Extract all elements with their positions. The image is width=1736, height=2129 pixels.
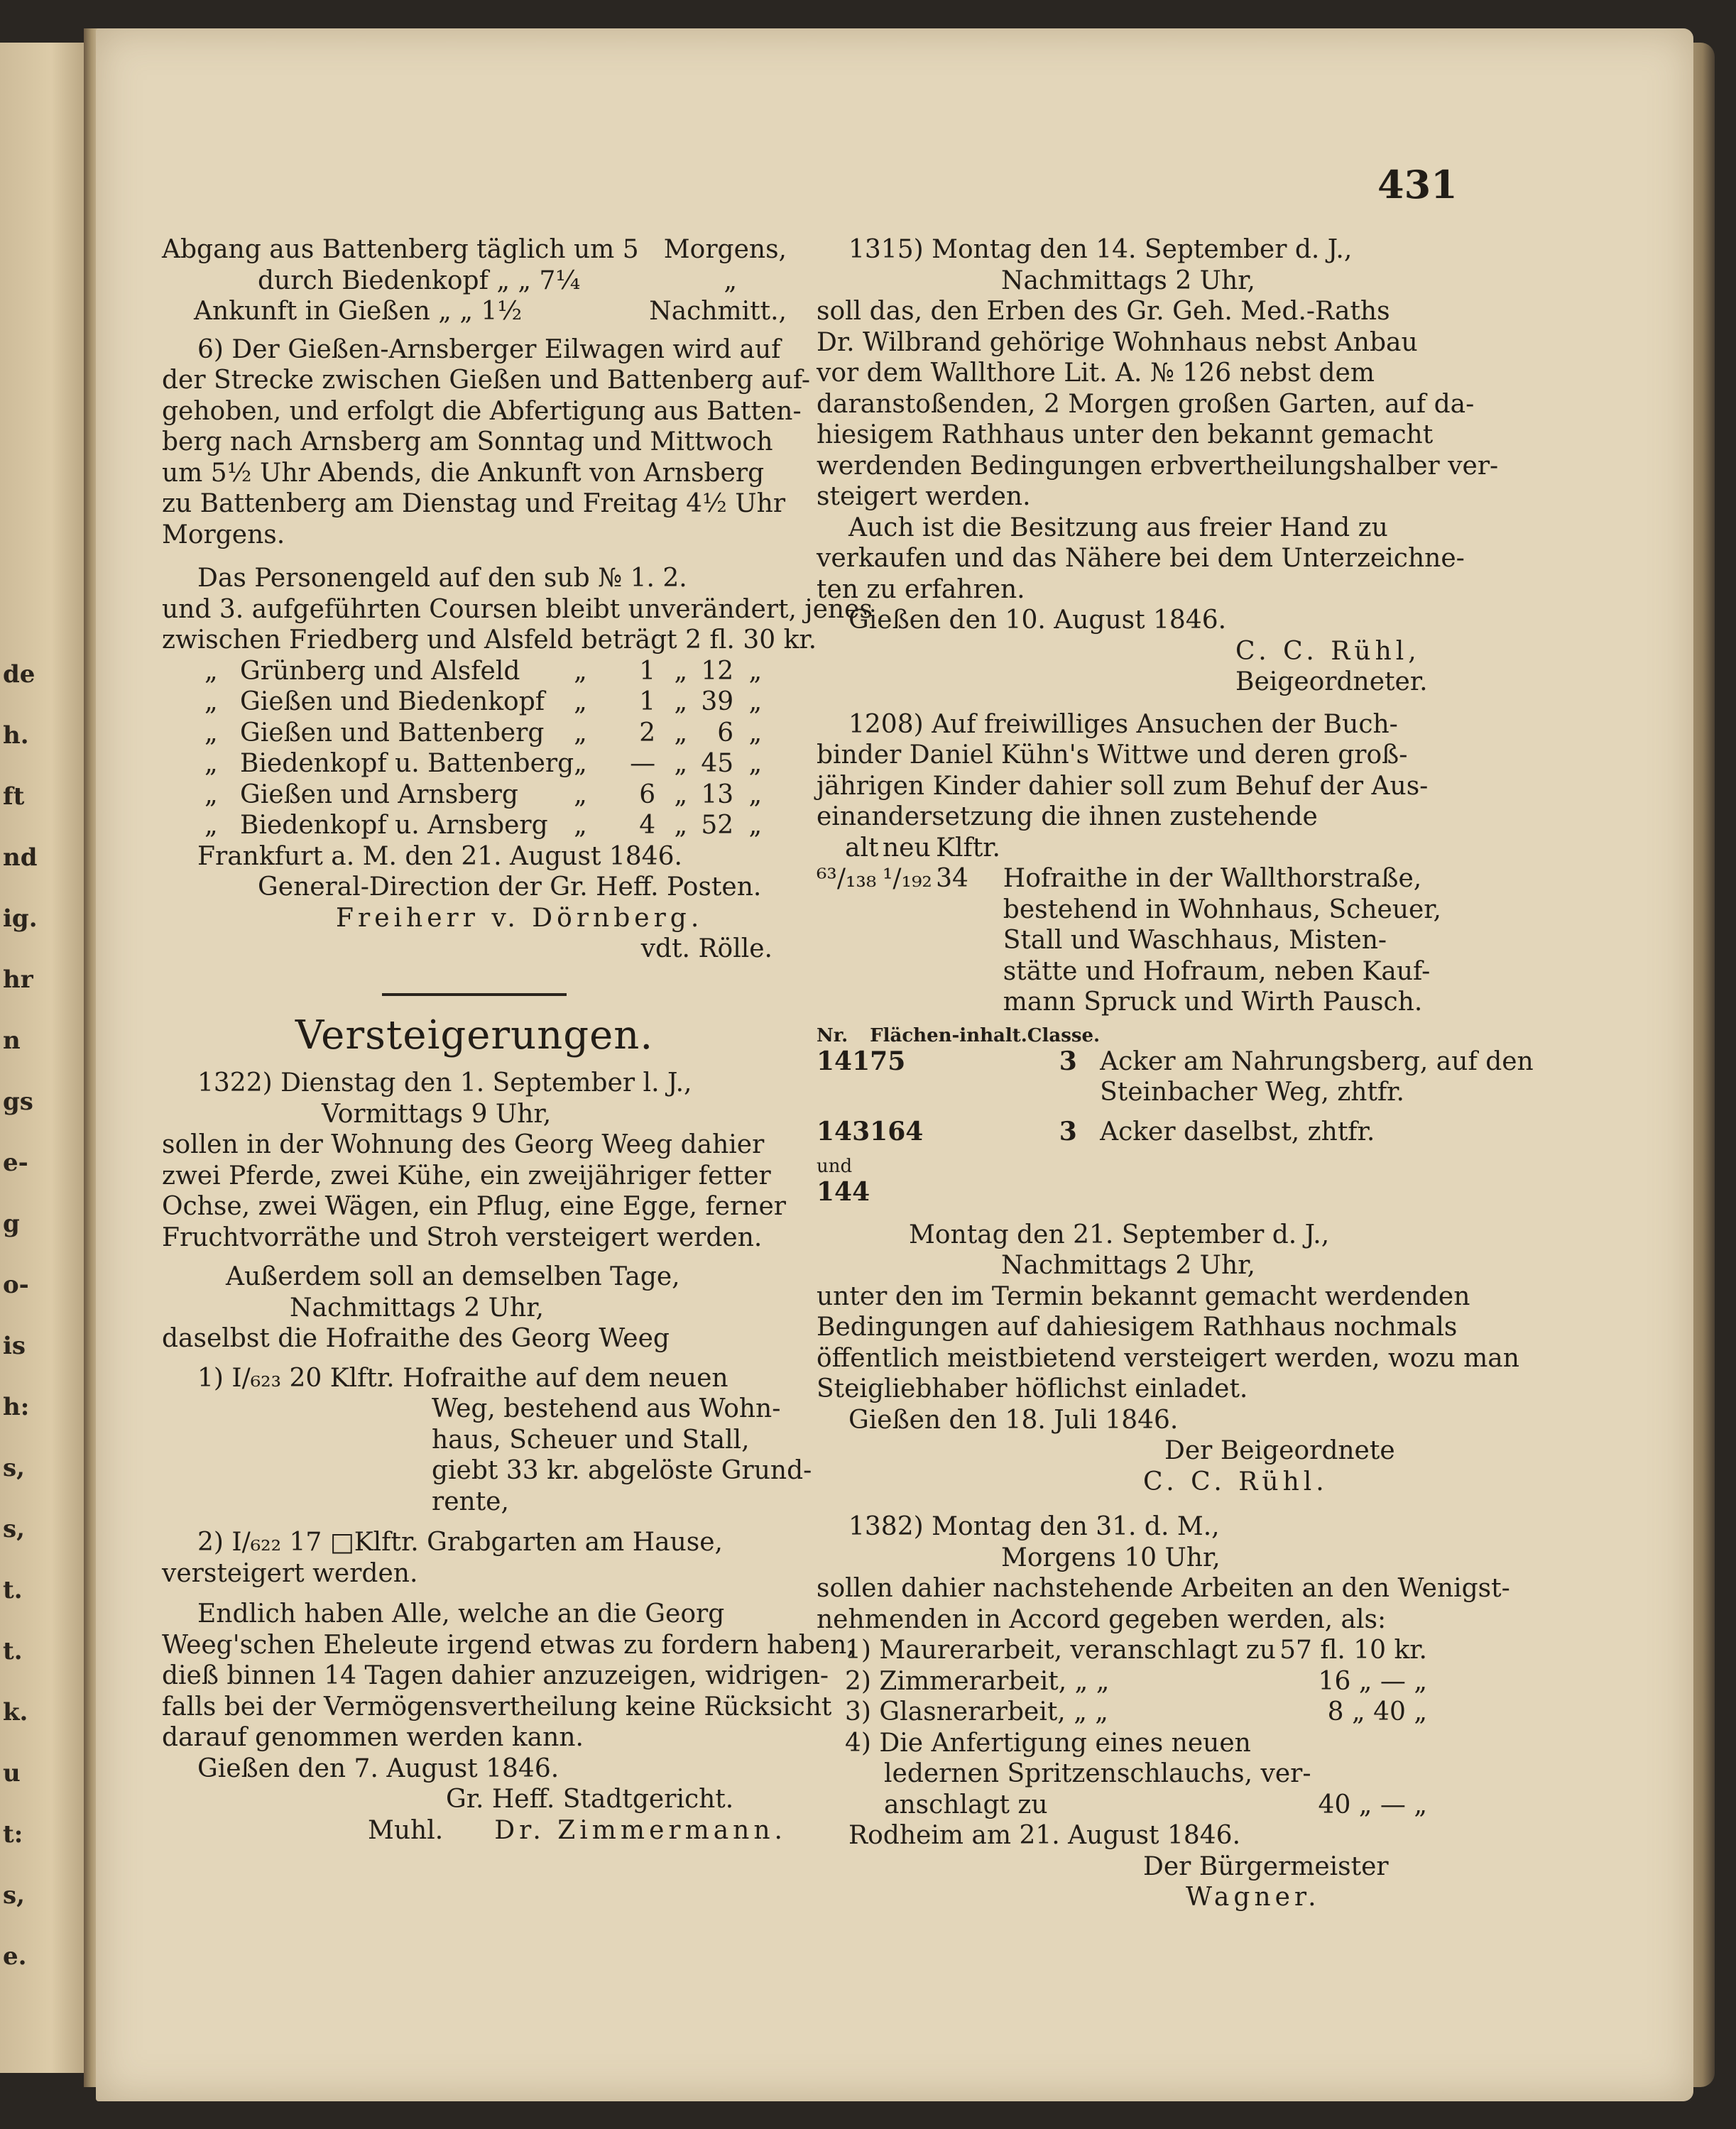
notice-line: 1315) Montag den 14. September d. J., [848,235,1353,264]
parcel-desc [1100,1117,1534,1148]
item-line: 2) I/₆₂₂ 17 □Klftr. Grabgarten am Hause, [197,1528,723,1557]
fare-cell: Biedenkopf u. Battenberg [240,749,574,778]
paragraph-line: Morgens. [162,520,285,549]
parcel-144: 144 [817,1177,870,1207]
parcel-header-cell: Classe. [1027,1024,1101,1046]
notice-line: Fruchtvorräthe und Stroh versteigert werden. [162,1222,763,1252]
fare-intro [162,563,873,656]
fare-cell: 1 [639,687,656,716]
notice-line: Bedingungen auf dahiesigem Rathhaus nochmals [817,1313,1458,1342]
notice-1315 [817,234,1499,636]
fare-row [204,686,762,718]
fare-intro-line: Das Personengeld auf den sub № 1. 2. [197,564,687,593]
item-1 [162,1363,812,1518]
timetable-cell: Nachmitt., [649,297,787,326]
margin-fragment: o- [3,1271,29,1299]
work-4 [817,1728,1441,1821]
parcel-desc-line: Steinbacher Weg, zhtfr. [1100,1078,1404,1107]
margin-fragment: is [3,1332,26,1360]
fare-cell: „ [574,656,587,686]
vdt-signature: vdt. Rölle. [640,934,773,963]
notice-line: Dr. Wilbrand gehörige Wohnhaus nebst Anbau [817,327,1418,357]
giessen-date: Gießen den 7. August 1846. [197,1753,559,1783]
buergermeister: Der Bürgermeister [1143,1851,1389,1881]
page-number: 431 [1377,162,1458,207]
notice-line: Vormittags 9 Uhr, [322,1099,552,1129]
parcel-header-row [817,1025,1534,1046]
ruehl-1: C. C. Rühl, [1235,636,1421,666]
parcel-header-cell: Nr. [817,1024,848,1046]
notice-line: verkaufen und das Nähere bei dem Unterzeichne- [817,544,1465,573]
margin-fragment: hr [3,965,33,994]
work-cell: 1) Maurerarbeit, veranschlagt zu [845,1636,1276,1665]
right-column [817,234,1534,1913]
fare-row [204,779,762,811]
margin-fragment: u [3,1759,21,1788]
fare-cell: „ [204,656,218,686]
notice-line: hiesigem Rathhaus unter den bekannt gemacht [817,420,1434,449]
fare-cell: „ [574,687,587,716]
freiherr: Freiherr v. Dörnberg. [336,903,704,933]
paragraph-6 [162,334,811,551]
margin-fragment: gs [3,1088,33,1116]
work-4-line: anschlagt zu [884,1790,1048,1819]
wagner: Wagner. [1186,1883,1321,1912]
fare-cell: „ [748,718,763,748]
notice-1322 [162,1068,787,1253]
fare-cell: 52 [701,811,734,840]
fare-cell: „ [204,687,218,716]
work-row [817,1635,1441,1666]
timetable-row [162,234,787,266]
notice-line: daranstoßenden, 2 Morgen großen Garten, auf da- [817,389,1475,419]
parcel-cell: 75 [870,1046,906,1076]
fare-cell: „ [574,718,587,748]
margin-fragment: ft [3,782,25,811]
fare-cell: „ [674,749,688,778]
col-neu: neu [883,833,931,863]
fare-cell: „ [748,811,763,840]
margin-fragment: t. [3,1637,23,1665]
item-line: haus, Scheuer und Stall, [432,1425,750,1455]
notice-line: Weeg'schen Eheleute irgend etwas zu fordern haben, [162,1630,855,1660]
parcel-cell: 164 [870,1116,924,1146]
notice-line: Nachmittags 2 Uhr, [1001,266,1255,295]
item-line: rente, [432,1487,509,1516]
margin-fragment: n [3,1027,21,1055]
notice-line: Endlich haben Alle, welche an die Georg [197,1599,725,1629]
fare-cell: „ [204,718,218,748]
work-cell: 57 fl. 10 kr. [1279,1636,1427,1665]
parcel-desc-line: mann Spruck und Wirth Pausch. [1003,987,1423,1017]
parcel-klftr: 34 [936,864,968,893]
notice-line: ten zu erfahren. [817,574,1025,604]
paragraph-line: zu Battenberg am Dienstag und Freitag 4½ Uhr [162,489,786,518]
fare-cell: „ [674,656,688,686]
notice-line: daselbst die Hofraithe des Georg Weeg [162,1324,670,1353]
item-line: Weg, bestehend aus Wohn- [432,1394,781,1423]
work-4-line: ledernen Spritzenschlauchs, ver- [884,1759,1311,1788]
timetable-cell: durch Biedenkopf „ „ 7¼ [258,266,581,295]
notice-line: Ochse, zwei Wägen, ein Pflug, eine Egge, ferner [162,1192,786,1221]
notice-line: sollen dahier nachstehende Arbeiten an den Wenigst- [817,1574,1510,1603]
parcel-neu: ¹/₁₉₂ [883,864,932,893]
fare-cell: „ [674,687,688,716]
fare-cell: Gießen und Battenberg [240,718,545,748]
fare-table [204,656,762,841]
notice-ausserdem [162,1261,787,1354]
margin-fragment: nd [3,843,38,872]
margin-fragment: h: [3,1393,30,1421]
paragraph-line: berg nach Arnsberg am Sonntag und Mittwoch [162,427,773,456]
col-alt: alt [845,833,879,863]
parcel-alt: ⁶³/₁₃₈ [817,864,877,893]
fare-cell: „ [674,811,688,840]
fare-cell: „ [574,779,587,809]
notice-line: werdenden Bedingungen erbvertheilungshalber ver- [817,451,1499,481]
notice-line: Außerdem soll an demselben Tage, [226,1262,680,1291]
fare-cell: 6 [717,718,734,748]
margin-fragment: e. [3,1942,27,1971]
work-cell: 8 „ 40 „ [1327,1697,1427,1726]
notice-line: soll das, den Erben des Gr. Geh. Med.-Raths [817,297,1390,326]
giessen-18: Gießen den 18. Juli 1846. [848,1405,1179,1435]
signatures [162,1815,787,1846]
margin-fragment: e- [3,1149,28,1177]
work-4-text [817,1728,1317,1821]
fare-row [204,810,762,841]
parcel-desc-line: Stall und Waschhaus, Misten- [1003,926,1387,955]
fare-cell: „ [674,779,688,809]
work-cell: 3) Glasnerarbeit, „ „ [845,1697,1108,1726]
section-rule [382,993,567,996]
notice-1382 [817,1511,1510,1635]
margin-fragment: ig. [3,904,38,933]
timetable [162,234,787,327]
parcel-cell: 3 [1059,1116,1077,1146]
notice-unter [817,1281,1519,1405]
parcel-row [817,1046,1534,1108]
fare-cell: „ [574,811,587,840]
margin-fragment: k. [3,1698,28,1726]
der-beigeordnete: Der Beigeordnete [1164,1436,1395,1465]
work-row [817,1666,1441,1697]
stadtgericht: Gr. Heff. Stadtgericht. [446,1785,734,1814]
notice-line: einandersetzung die ihnen zustehende [817,802,1318,831]
margin-fragment: s, [3,1515,25,1543]
parcel-desc-line: Acker am Nahrungsberg, auf den [1100,1046,1534,1076]
margin-fragment: s, [3,1454,25,1482]
notice-line: falls bei der Vermögensvertheilung keine Rücksicht [162,1692,832,1722]
timetable-cell: „ [724,266,737,295]
notice-1208 [817,709,1441,833]
parcel-desc [1100,1046,1534,1108]
sig-muhl: Muhl. [368,1815,444,1845]
item-line: 1) I/₆₂₃ 20 Klftr. Hofraithe auf dem neuen [197,1363,728,1393]
notice-line: vor dem Wallthore Lit. A. № 126 nebst dem [817,359,1375,388]
fare-cell: „ [204,749,218,778]
item-2 [162,1527,787,1589]
work-cell: 2) Zimmerarbeit, „ „ [845,1666,1110,1696]
fare-cell: Gießen und Arnsberg [240,779,518,809]
parcel-desc [1003,863,1441,1018]
margin-fragment: g [3,1210,20,1238]
und-label: und [817,1156,853,1177]
notice-line: Nachmittags 2 Uhr, [290,1293,544,1323]
fare-cell: 2 [639,718,656,748]
notice-line: Gießen den 10. August 1846. [848,606,1227,635]
work-row [817,1697,1441,1728]
fare-cell: Biedenkopf u. Arnsberg [240,811,548,840]
fare-cell: Gießen und Biedenkopf [240,687,545,716]
notice-line: Montag den 21. September d. J., [909,1220,1330,1249]
parcel-table-2 [817,1025,1534,1208]
fare-cell: „ [204,811,218,840]
timetable-cell: Ankunft in Gießen „ „ 1½ [194,297,523,326]
paragraph-line: der Strecke zwischen Gießen und Battenberg auf- [162,366,811,395]
notice-line: jährigen Kinder dahier soll zum Behuf der Aus- [817,771,1429,801]
fare-intro-line: und 3. aufgeführten Coursen bleibt unverändert, jenes [162,594,873,624]
sig-zimmermann: Dr. Zimmermann. [494,1815,787,1845]
parcel-table-1 [817,833,1441,1018]
fare-cell: Grünberg und Alsfeld [240,656,520,686]
fare-cell: „ [748,656,763,686]
notice-montag-21 [817,1220,1441,1281]
fare-cell: „ [574,749,587,778]
notice-line: binder Daniel Kühn's Wittwe und deren groß- [817,740,1408,770]
fare-cell: „ [204,779,218,809]
item-line: giebt 33 kr. abgelöste Grund- [432,1456,812,1485]
fare-cell: 6 [639,779,656,809]
timetable-cell: Abgang aus Battenberg täglich um 5 [162,235,639,264]
fare-cell: „ [748,749,763,778]
parcel-cell: 3 [1059,1046,1077,1076]
notice-line: nehmenden in Accord gegeben werden, als: [817,1604,1387,1634]
notice-line: Auch ist die Besitzung aus freier Hand zu [848,513,1388,542]
frankfurt-date: Frankfurt a. M. den 21. August 1846. [197,841,682,871]
notice-line: Steigliebhaber höflichst einladet. [817,1374,1248,1403]
margin-fragment: s, [3,1881,25,1910]
notice-line: öffentlich meistbietend versteigert werden, wozu man [817,1343,1519,1373]
notice-line: dieß binnen 14 Tagen dahier anzuzeigen, widrigen- [162,1661,829,1690]
notice-line: Nachmittags 2 Uhr, [1001,1251,1255,1280]
fare-cell: 1 [639,656,656,686]
fare-cell: 12 [701,656,734,686]
fare-cell: „ [674,718,688,748]
fare-cell: „ [748,779,763,809]
fare-row [204,718,762,749]
notice-line: darauf genommen werden kann. [162,1723,584,1752]
work-cell: 16 „ — „ [1318,1666,1427,1696]
timetable-cell: Morgens, [663,235,787,264]
parcel-desc-line: Hofraithe in der Wallthorstraße, [1003,864,1422,893]
margin-fragment: h. [3,721,29,750]
notice-line: steigert werden. [817,482,1031,511]
paragraph-line: 6) Der Gießen-Arnsberger Eilwagen wird auf [197,334,781,364]
paragraph-line: um 5½ Uhr Abends, die Ankunft von Arnsberg [162,458,765,488]
fare-cell: „ [748,687,763,716]
notice-line: unter den im Termin bekannt gemacht werdenden [817,1281,1470,1311]
margin-fragment: t: [3,1820,23,1849]
col-klftr: Klftr. [936,833,1000,863]
margin-fragment: de [3,660,36,689]
margin-fragment: t. [3,1576,23,1604]
parcel-header-cell: Flächen-inhalt. [870,1024,1027,1046]
fare-cell: 4 [639,811,656,840]
parcel-desc-line: stätte und Hofraum, neben Kauf- [1003,956,1431,986]
works-list [817,1635,1441,1728]
notice-line: 1322) Dienstag den 1. September l. J., [197,1068,692,1098]
work-4-amount: 40 „ — „ [1318,1790,1427,1819]
notice-endlich [162,1599,855,1753]
fare-intro-line: zwischen Friedberg und Alsfeld beträgt 2 fl. 30 kr. [162,625,817,655]
ruehl-2: C. C. Rühl. [1143,1467,1328,1496]
fare-cell: — [630,749,656,778]
parcel-desc-line: bestehend in Wohnhaus, Scheuer, [1003,894,1441,924]
section-heading: Versteigerungen. [295,1012,654,1058]
direction: General-Direction der Gr. Heff. Posten. [258,872,762,902]
parcel-desc-line: Acker daselbst, zhtfr. [1100,1117,1375,1146]
parcel-cell: 141 [817,1046,870,1076]
notice-line: 1208) Auf freiwilliges Ansuchen der Buch- [848,709,1398,739]
fare-cell: 45 [701,749,734,778]
rodheim-date: Rodheim am 21. August 1846. [848,1821,1241,1850]
beigeordneter-1: Beigeordneter. [1235,667,1428,696]
notice-line: sollen in der Wohnung des Georg Weeg dahier [162,1130,765,1159]
parcel-cell: 143 [817,1116,870,1146]
paragraph-line: gehoben, und erfolgt die Abfertigung aus Batten- [162,396,802,426]
work-4-line: 4) Die Anfertigung eines neuen [845,1728,1251,1758]
fare-row [204,656,762,687]
notice-line: zwei Pferde, zwei Kühe, ein zweijähriger fetter [162,1161,771,1191]
timetable-row [162,266,787,297]
fare-cell: 39 [701,687,734,716]
notice-line: Morgens 10 Uhr, [1001,1543,1221,1572]
timetable-row [162,296,787,327]
fare-row [204,748,762,779]
fare-cell: 13 [701,779,734,809]
item-line: versteigert werden. [162,1558,418,1588]
notice-line: 1382) Montag den 31. d. M., [848,1512,1220,1541]
parcel-row [817,1117,1534,1148]
